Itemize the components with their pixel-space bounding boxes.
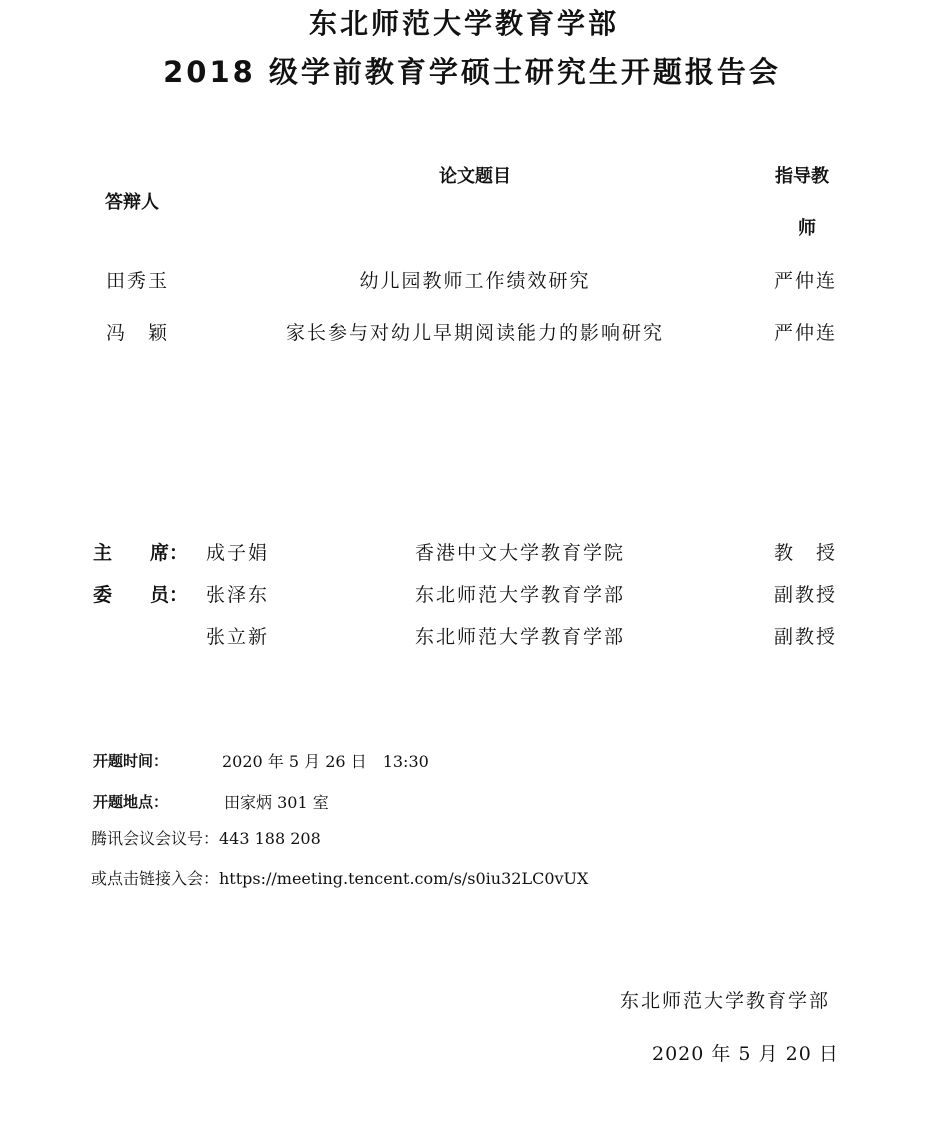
table-row-1-defender: 田秀玉 <box>106 270 170 292</box>
place-label: 开题地点： <box>93 793 169 811</box>
committee-member-2-org: 东北师范大学教育学部 <box>415 584 626 606</box>
member-label: 委 员： <box>93 584 189 606</box>
committee-member-2-title: 副教授 <box>774 584 838 606</box>
page-subtitle: 2018 级学前教育学硕士研究生开题报告会 <box>163 55 781 89</box>
page-title: 东北师范大学教育学部 <box>308 7 619 40</box>
committee-member-3-name: 张立新 <box>206 626 270 648</box>
table-row-2-advisor: 严仲连 <box>774 322 838 344</box>
committee-member-3-title: 副教授 <box>774 626 838 648</box>
chair-label: 主 席： <box>93 542 189 564</box>
table-row-2-defender: 冯 颖 <box>106 322 170 344</box>
header-advisor-line1: 指导教 <box>775 166 829 187</box>
committee-member-1-org: 香港中文大学教育学院 <box>415 542 626 564</box>
meeting-id: 腾讯会议会议号：443 188 208 <box>91 829 321 848</box>
time-label: 开题时间： <box>93 752 169 770</box>
committee-member-3-org: 东北师范大学教育学部 <box>415 626 626 648</box>
table-row-1-thesis: 幼儿园教师工作绩效研究 <box>359 270 591 292</box>
header-defender: 答辩人 <box>105 192 159 213</box>
committee-member-1-title: 教 授 <box>774 542 838 564</box>
meeting-link[interactable]: 或点击链接入会：https://meeting.tencent.com/s/s0iu32LC0vUX <box>91 869 589 888</box>
place-value: 田家炳 301 室 <box>224 793 329 812</box>
committee-member-2-name: 张泽东 <box>206 584 270 606</box>
header-thesis: 论文题目 <box>439 166 511 187</box>
table-row-2-thesis: 家长参与对幼儿早期阅读能力的影响研究 <box>285 322 664 344</box>
committee-member-1-name: 成子娟 <box>206 542 270 564</box>
table-row-1-advisor: 严仲连 <box>774 270 838 292</box>
signature-date: 2020 年 5 月 20 日 <box>652 1043 839 1065</box>
time-value: 2020 年 5 月 26 日 13:30 <box>222 752 429 771</box>
signature-org: 东北师范大学教育学部 <box>620 990 831 1012</box>
header-advisor-line2: 师 <box>798 218 816 239</box>
